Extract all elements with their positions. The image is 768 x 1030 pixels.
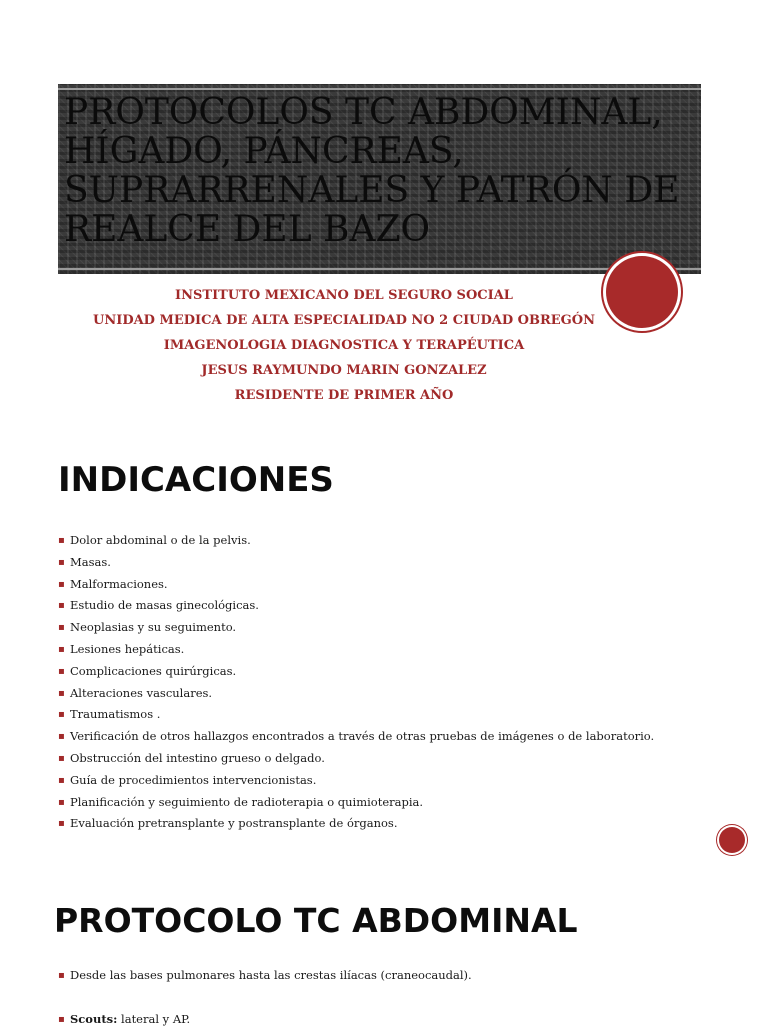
- title-line: REALCE DEL BAZO: [64, 209, 431, 250]
- list-item: [58, 1009, 472, 1030]
- title-line: HÍGADO, PÁNCREAS,: [64, 131, 464, 172]
- bullet-icon: ▪: [58, 665, 65, 677]
- subtitle-author: JESUS RAYMUNDO MARIN GONZALEZ: [201, 363, 487, 378]
- list-item: ▪ Guía de procedimientos intervencionistas.: [58, 770, 654, 792]
- list-item: ▪ Evaluación pretransplante y postransplante de órganos.: [58, 813, 654, 835]
- bullet-icon: ▪: [58, 731, 65, 743]
- subtitle-role: RESIDENTE DE PRIMER AÑO: [234, 388, 454, 403]
- subtitle-institution: INSTITUTO MEXICANO DEL SEGURO SOCIAL: [175, 288, 513, 303]
- list-item: ▪ Desde las bases pulmonares hasta las crestas ilíacas (craneocaudal).: [58, 965, 472, 986]
- bullet-icon: ▪: [58, 622, 65, 634]
- bullet-icon: ▪: [58, 1014, 65, 1025]
- bullet-icon: ▪: [58, 687, 65, 699]
- bullet-icon: ▪: [58, 774, 65, 786]
- indicaciones-heading: INDICACIONES: [58, 460, 334, 500]
- banner-bottom-line: [58, 268, 701, 270]
- title-line: SUPRARRENALES Y PATRÓN DE: [64, 170, 680, 211]
- list-item: ▪ Malformaciones.: [58, 574, 654, 596]
- subtitle-department: IMAGENOLOGIA DIAGNOSTICA Y TERAPÉUTICA: [163, 338, 525, 353]
- bullet-icon: ▪: [58, 643, 65, 655]
- slide-title: [64, 93, 704, 249]
- bullet-icon: ▪: [58, 535, 65, 546]
- protocolo-list: [58, 965, 472, 1030]
- indicaciones-list: [58, 530, 654, 835]
- decorative-circle-small: [719, 827, 745, 853]
- list-item: ▪ Alteraciones vasculares.: [58, 683, 654, 705]
- bullet-icon: ▪: [58, 752, 65, 764]
- bullet-icon: ▪: [58, 818, 65, 830]
- decorative-circle: [606, 256, 678, 328]
- bullet-icon: ▪: [58, 796, 65, 808]
- list-item: ▪ Lesiones hepáticas.: [58, 639, 654, 661]
- bullet-icon: ▪: [58, 600, 65, 612]
- list-item: ▪ Complicaciones quirúrgicas.: [58, 661, 654, 683]
- scouts-text: lateral y AP.: [117, 1012, 191, 1026]
- list-item: ▪ Planificación y seguimiento de radioterapia o quimioterapia.: [58, 792, 654, 814]
- list-item: ▪ Masas.: [58, 552, 654, 574]
- bullet-icon: ▪: [58, 556, 65, 568]
- subtitle-unit: UNIDAD MEDICA DE ALTA ESPECIALIDAD NO 2 CIUDAD OBREGÓN: [93, 313, 595, 328]
- list-item: ▪ Verificación de otros hallazgos encontrados a través de otras pruebas de imágenes o de laboratorio.: [58, 726, 654, 748]
- list-item: ▪ Obstrucción del intestino grueso o delgado.: [58, 748, 654, 770]
- list-item: ▪ Dolor abdominal o de la pelvis.: [58, 530, 654, 552]
- title-line: PROTOCOLOS TC ABDOMINAL,: [64, 92, 663, 133]
- bullet-icon: ▪: [58, 578, 65, 590]
- protocolo-heading: PROTOCOLO TC ABDOMINAL: [54, 901, 578, 940]
- list-item: ▪ Estudio de masas ginecológicas.: [58, 595, 654, 617]
- list-item: ▪ Traumatismos .: [58, 704, 654, 726]
- bullet-icon: ▪: [58, 970, 65, 981]
- scouts-label: Scouts:: [70, 1012, 118, 1026]
- subtitle-block: [80, 283, 608, 408]
- banner-top-line: [58, 88, 701, 90]
- list-item: ▪ Neoplasias y su seguimento.: [58, 617, 654, 639]
- bullet-icon: ▪: [58, 709, 65, 721]
